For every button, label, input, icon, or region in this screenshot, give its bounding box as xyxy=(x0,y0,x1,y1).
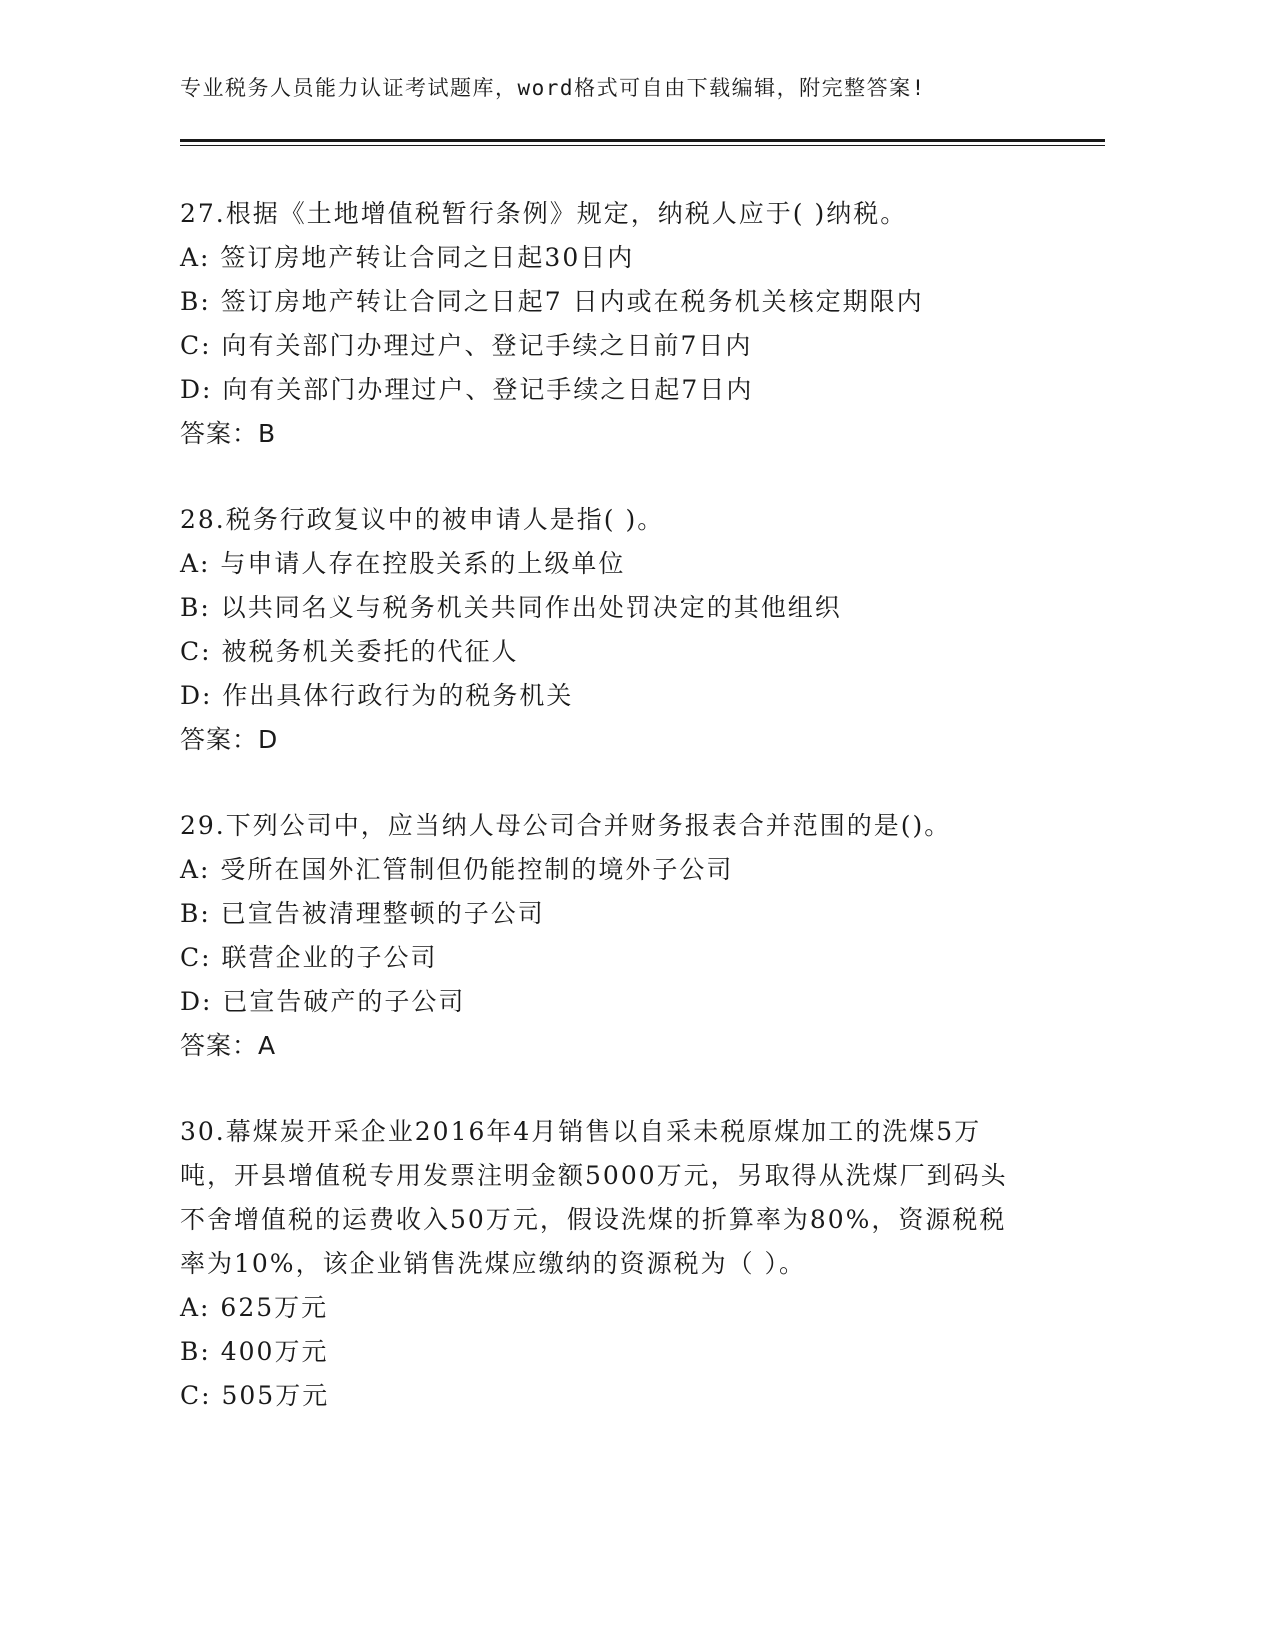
question-block xyxy=(180,498,1080,762)
answer-option: A: 签订房地产转让合同之日起30日内 xyxy=(180,243,635,272)
answer-option: A: 与申请人存在控股关系的上级单位 xyxy=(180,549,626,578)
answer-option: C: 联营企业的子公司 xyxy=(180,943,438,972)
answer-key: 答案：A xyxy=(180,1031,277,1060)
answer-option: D: 已宣告破产的子公司 xyxy=(180,987,466,1016)
answer-option: B: 以共同名义与税务机关共同作出处罚决定的其他组织 xyxy=(180,593,842,622)
question-stem xyxy=(180,498,1080,542)
question-stem xyxy=(180,1110,1080,1286)
answer-option: D: 向有关部门办理过户、登记手续之日起7日内 xyxy=(180,375,754,404)
answer-option: C: 向有关部门办理过户、登记手续之日前7日内 xyxy=(180,331,753,360)
question-block xyxy=(180,804,1080,1068)
header-divider-thick xyxy=(180,139,1105,142)
question-stem xyxy=(180,804,1080,848)
answer-option: C: 505万元 xyxy=(180,1381,330,1410)
answer-option: D: 作出具体行政行为的税务机关 xyxy=(180,681,574,710)
question-block xyxy=(180,192,1080,456)
answer-option: B: 400万元 xyxy=(180,1337,329,1366)
page-header-text: 专业税务人员能力认证考试题库，word格式可自由下载编辑，附完整答案! xyxy=(180,76,926,100)
answer-option: A: 625万元 xyxy=(180,1293,329,1322)
question-stem-line: 28.税务行政复议中的被申请人是指( )。 xyxy=(180,505,665,534)
answer-option: C: 被税务机关委托的代征人 xyxy=(180,637,519,666)
question-stem-line: 吨，开县增值税专用发票注明金额5000万元，另取得从洗煤厂到码头 xyxy=(180,1161,1008,1190)
answer-option: B: 签订房地产转让合同之日起7 日内或在税务机关核定期限内 xyxy=(180,287,924,316)
answer-key: 答案：B xyxy=(180,419,277,448)
question-stem-line: 30.幕煤炭开采企业2016年4月销售以自采未税原煤加工的洗煤5万 xyxy=(180,1117,982,1146)
answer-option: A: 受所在国外汇管制但仍能控制的境外子公司 xyxy=(180,855,734,884)
question-stem-line: 不舍增值税的运费收入50万元，假设洗煤的折算率为80%，资源税税 xyxy=(180,1205,1007,1234)
question-stem-line: 率为10%，该企业销售洗煤应缴纳的资源税为（ ）。 xyxy=(180,1249,807,1278)
question-stem-line: 29.下列公司中，应当纳人母公司合并财务报表合并范围的是()。 xyxy=(180,811,952,840)
question-stem xyxy=(180,192,1080,236)
question-list xyxy=(180,192,1080,1460)
answer-key: 答案：D xyxy=(180,725,279,754)
question-block xyxy=(180,1110,1080,1418)
header-divider-thin xyxy=(180,145,1105,146)
answer-option: B: 已宣告被清理整顿的子公司 xyxy=(180,899,545,928)
question-stem-line: 27.根据《土地增值税暂行条例》规定，纳税人应于( )纳税。 xyxy=(180,199,908,228)
